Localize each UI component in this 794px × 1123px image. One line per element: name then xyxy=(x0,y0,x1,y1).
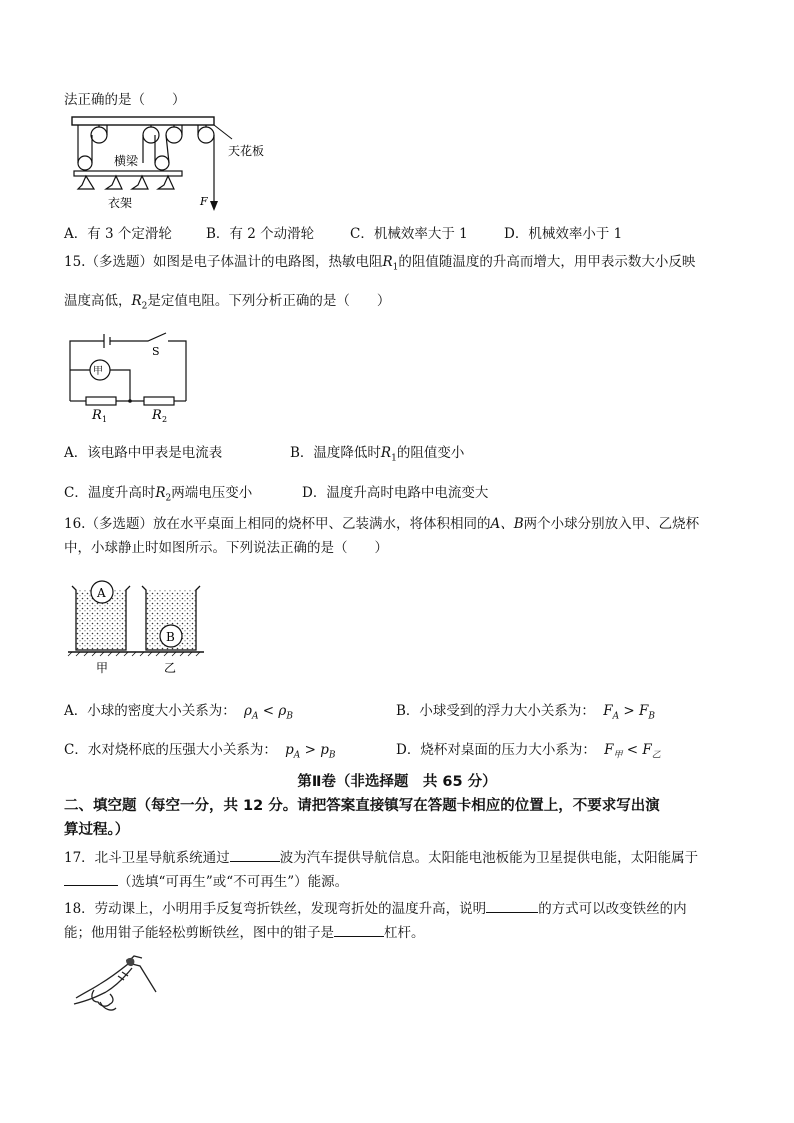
beam-label: 横梁 xyxy=(114,154,139,168)
switch-label: S xyxy=(152,345,160,358)
beaker-figure xyxy=(66,572,206,678)
meter-label: 甲 xyxy=(93,366,103,377)
svg-text:2: 2 xyxy=(162,415,168,424)
q17-blank-1[interactable] xyxy=(230,848,280,862)
ball-b-label: B xyxy=(166,630,175,644)
q15-option-b: B．温度降低时$R_1$的阻值变小 xyxy=(290,445,465,464)
q14-option-d: D．机械效率小于 1 xyxy=(504,226,623,242)
q15-option-c: C．温度升高时$R_2$两端电压变小 xyxy=(64,485,253,504)
q14-option-b: B．有 2 个动滑轮 xyxy=(206,226,315,242)
q18-line2: 能；他用钳子能轻松剪断铁丝，图中的钳子是 杠杆。 xyxy=(64,925,425,941)
q14-option-c: C．机械效率大于 1 xyxy=(350,226,468,242)
q16-option-a: A．小球的密度大小关系为： $\rho_A < \rho_B$ xyxy=(64,703,293,722)
ball-a-label: A xyxy=(97,586,106,600)
svg-text:1: 1 xyxy=(102,415,108,424)
q14-option-a: A．有 3 个定滑轮 xyxy=(64,226,172,242)
ceiling-label: 天花板 xyxy=(228,144,265,158)
circuit-figure xyxy=(64,325,204,425)
q15-stem-line2: 温度高低，$R_2$是定值电阻。下列分析正确的是（ ） xyxy=(64,293,391,312)
section-heading-line2: 算过程。） xyxy=(64,822,130,838)
q17-blank-2[interactable] xyxy=(64,872,118,886)
q17-line2: （选填“可再生”或“不可再生”）能源。 xyxy=(64,872,348,891)
rack-label: 衣架 xyxy=(108,196,133,210)
q16-stem-line2: 中，小球静止时如图所示。下列说法正确的是（ ） xyxy=(64,540,388,556)
q15-option-d: D．温度升高时电路中电流变大 xyxy=(302,485,489,501)
cup2-label: 乙 xyxy=(164,661,177,675)
q18-line1: 18．劳动课上，小明用手反复弯折铁丝，发现弯折处的温度升高，说明 的方式可以改变铁丝的内 xyxy=(64,901,687,917)
r2-label: R xyxy=(152,408,162,423)
q17-line1: 17．北斗卫星导航系统通过 波为汽车提供导航信息。太阳能电池板能为卫星提供电能，太阳能属于 xyxy=(64,850,699,866)
pliers-figure xyxy=(70,952,162,1020)
r1-label: R xyxy=(92,408,102,423)
pulley-figure xyxy=(60,113,290,213)
q16-option-b: B．小球受到的浮力大小关系为： $F_A > F_B$ xyxy=(396,703,655,722)
q15-stem-line1: 15.（多选题）如图是电子体温计的电路图，热敏电阻$R_1$的阻值随温度的升高而增大，用甲表示数大小反映 xyxy=(64,254,696,273)
cup1-label: 甲 xyxy=(96,661,109,675)
q14-stem-tail: 法正确的是（ ） xyxy=(64,92,186,108)
q16-stem-line1: 16.（多选题）放在水平桌面上相同的烧杯甲、乙装满水，将体积相同的A、B两个小球分别放入甲、乙烧杯 xyxy=(64,516,700,532)
section-heading-line1: 二、填空题（每空一分，共 12 分。请把答案直接镇写在答题卡相应的位置上，不要求写出演 xyxy=(64,798,660,814)
q16-option-c: C．水对烧杯底的压强大小关系为： $p_A > p_B$ xyxy=(64,742,336,761)
q18-blank-2[interactable] xyxy=(334,923,384,937)
q15-option-a: A．该电路中甲表是电流表 xyxy=(64,445,223,461)
q18-blank-1[interactable] xyxy=(486,899,538,913)
q16-option-d: D．烧杯对桌面的压力大小系为： $F_甲 < F_乙$ xyxy=(396,742,661,761)
part2-title: 第Ⅱ卷（非选择题 共 65 分） xyxy=(297,774,497,790)
force-label: F xyxy=(200,195,208,208)
